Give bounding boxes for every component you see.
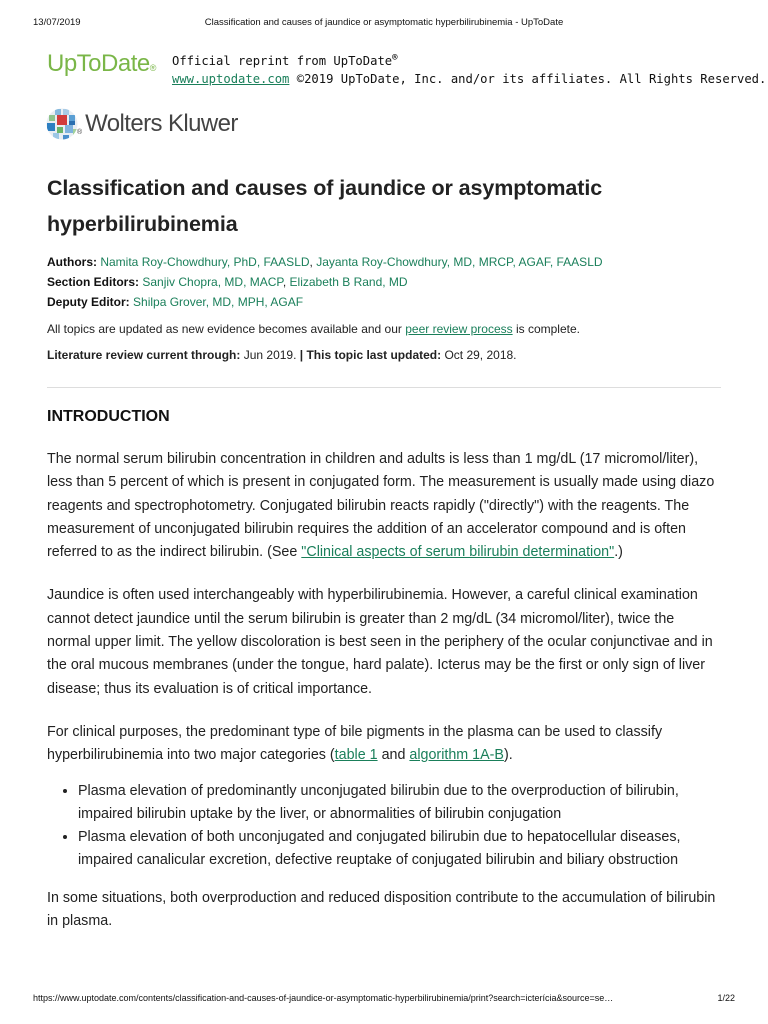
intro-paragraph-1: The normal serum bilirubin concentration in children and adults is less than 1 mg/dL (17 micromol/liter), less than 5 percent of which is present in conjugated form. The measurement is usually made using diazo reagents and spectrophotometry. Conjugated bilirubin reacts rapidly ("directly") with the reagents. The measurement of unconjugated bilirubin requires the addition of an accelerator compound and is often referred to as the indirect bilirubin. (See "Clinical aspects of serum bilirubin determination".) [47,451,715,561]
deputy-editor-row [47,292,721,312]
intro-paragraph-2: Jaundice is often used interchangeably with hyperbilirubinemia. However, a careful clinical examination cannot detect jaundice until the serum bilirubin is greater than 2 mg/dL (34 micromol/liter), twice the normal upper limit. The yellow discoloration is best seen in the periphery of the ocular conjunctivae and in the oral mucous membranes (under the tongue, hard palate). Icterus may be the first or only sign of liver disease; thus its evaluation is of critical importance. [47,587,713,697]
peer-review-link[interactable]: peer review process [405,322,513,336]
authors-row: Authors: Namita Roy-Chowdhury, PhD, FAASLD, Jayanta Roy-Chowdhury, MD, MRCP, AGAF, FAASLD [47,255,603,269]
list-item: • Plasma elevation of both unconjugated and conjugated bilirubin due to hepatocellular diseases, impaired canalicular excretion, defective reuptake of conjugated bilirubin and biliary obstruction [78,826,721,873]
print-date: 13/07/2019 [33,17,81,28]
intro-paragraph-3: For clinical purposes, the predominant type of bile pigments in the plasma can be used to classify hyperbilirubinemia into two major categories (table 1 and algorithm 1A-B). [47,723,663,764]
uptodate-logo[interactable] [47,49,156,79]
intro-paragraph-4: In some situations, both overproduction and reduced disposition contribute to the accumulation of bilirubin in plasma. [47,889,716,930]
table-1-link[interactable]: table 1 [334,747,378,764]
wolters-kluwer-globe-icon [46,108,78,140]
deputy-editor-link[interactable]: Shilpa Grover, MD, MPH, AGAF [133,295,304,309]
serum-bilirubin-link[interactable]: "Clinical aspects of serum bilirubin determination" [301,544,615,561]
section-heading-introduction: INTRODUCTION [47,408,170,425]
section-editor-link-1[interactable]: Sanjiv Chopra, MD, MACP [142,275,283,289]
wolters-kluwer-reg: ® [77,129,83,136]
section-editor-link-2[interactable]: Elizabeth B Rand, MD [289,275,408,289]
lit-review-value: Jun 2019. [240,348,297,362]
article [47,170,721,933]
author-link-1[interactable]: Namita Roy-Chowdhury, PhD, FAASLD [100,255,310,269]
update-note: All topics are updated as new evidence becomes available and our peer review process is complete. [47,322,580,336]
list-item: • Plasma elevation of predominantly unconjugated bilirubin due to the overproduction of bilirubin, impaired bilirubin uptake by the liver, or abnormalities of bilirubin conjugation [78,780,721,827]
page-count: 1/22 [717,993,735,1003]
section-divider [47,387,721,388]
reprint-reg: ® [392,53,398,63]
section-editors-label: Section Editors: [47,275,140,289]
last-updated-label: This topic last updated: [306,348,442,362]
print-title: Classification and causes of jaundice or asymptomatic hyperbilirubinemia - UpToDate [204,17,564,28]
print-footer [33,993,735,1007]
article-meta [47,252,721,312]
lit-review-label: Literature review current through: [47,348,241,362]
wolters-kluwer-wordmark: Wolters Kluwer [85,110,238,137]
algorithm-1ab-link[interactable]: algorithm 1A-B [409,747,504,764]
reprint-notice [172,49,766,88]
article-title: Classification and causes of jaundice or asymptomatic hyperbilirubinemia [47,176,603,236]
authors-label: Authors: [47,255,97,269]
deputy-editor-label: Deputy Editor: [47,295,130,309]
review-dates [47,345,721,365]
last-updated-value: Oct 29, 2018. [441,348,517,362]
print-url: https://www.uptodate.com/contents/classification-and-causes-of-jaundice-or-asymptomatic-hyperbilirubinemia/print?search=icterícia&source=se… [33,993,614,1003]
date-separator: | [296,348,307,362]
section-editors-row: Section Editors: Sanjiv Chopra, MD, MACP, Elizabeth B Rand, MD [47,275,408,289]
uptodate-logo-text: UpToDate® [47,50,156,77]
print-header [33,17,735,31]
uptodate-site-link[interactable]: www.uptodate.com [172,72,290,87]
copyright-text: ©2019 UpToDate, Inc. and/or its affiliates. All Rights Reserved. [289,72,767,87]
wolters-kluwer-logo [46,108,238,140]
author-link-2[interactable]: Jayanta Roy-Chowdhury, MD, MRCP, AGAF, FAASLD [316,255,603,269]
category-list [47,780,721,873]
reprint-line1: Official reprint from UpToDate [172,54,393,69]
